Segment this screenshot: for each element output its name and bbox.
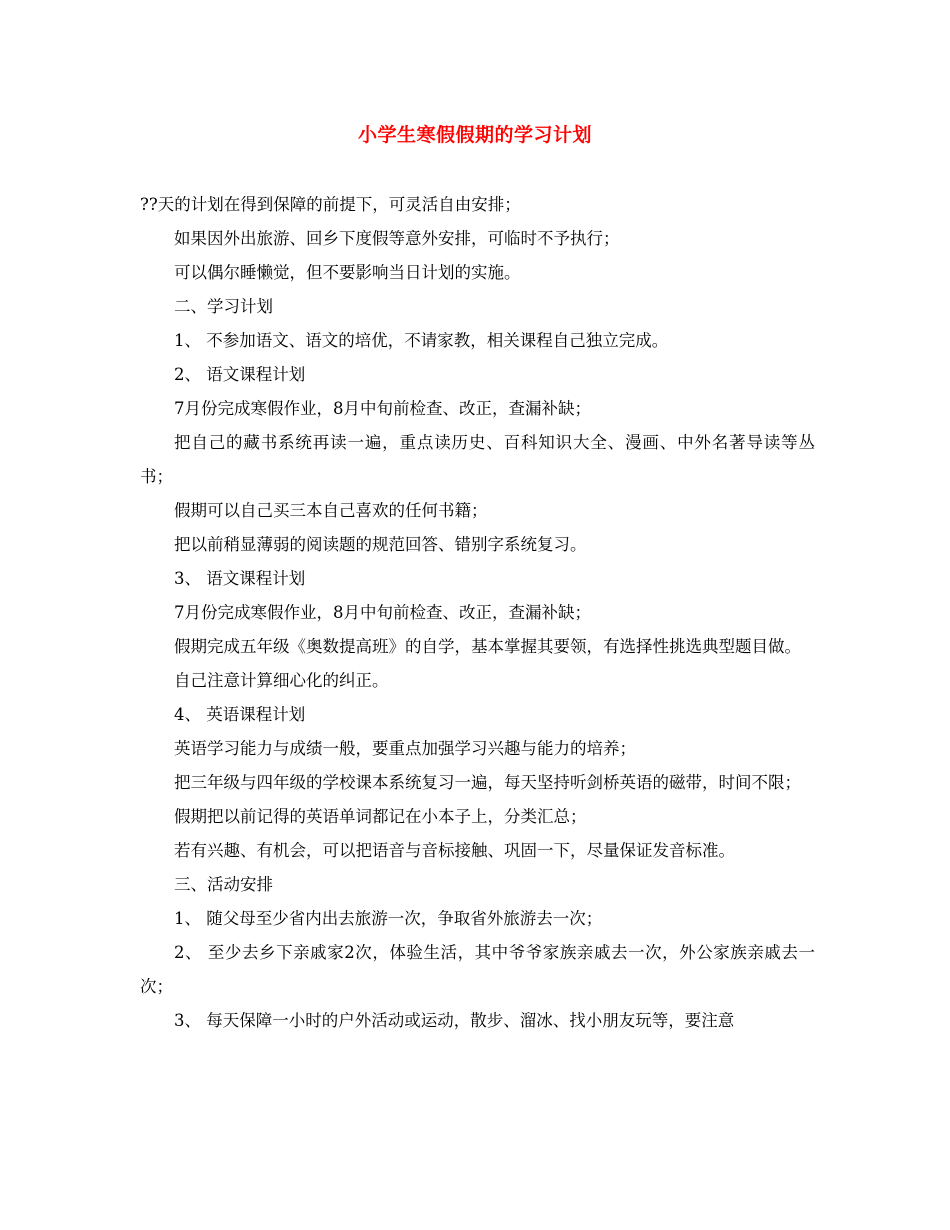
subheading-english-plan: 4、 英语课程计划 <box>174 705 306 724</box>
paragraph-2: 如果因外出旅游、回乡下度假等意外安排，可临时不予执行； <box>174 229 620 248</box>
paragraph-19: 若有兴趣、有机会，可以把语音与音标接触、巩固一下，尽量保证发音标准。 <box>174 841 735 860</box>
document-body <box>140 188 815 1038</box>
section-heading-study-plan: 二、学习计划 <box>174 297 273 316</box>
paragraph-5: 1、 不参加语文、语文的培优，不请家教，相关课程自己独立完成。 <box>174 331 669 350</box>
paragraph-8: 把自己的藏书系统再读一遍，重点读历史、百科知识大全、漫画、中外名著导读等丛书； <box>140 433 815 486</box>
paragraph-21: 1、 随父母至少省内出去旅游一次，争取省外旅游去一次； <box>174 909 603 928</box>
subheading-chinese-plan-2: 3、 语文课程计划 <box>174 569 306 588</box>
paragraph-18: 假期把以前记得的英语单词都记在小本子上，分类汇总； <box>174 807 587 826</box>
paragraph-12: 7月份完成寒假作业，8月中旬前检查、改正，查漏补缺； <box>174 603 591 622</box>
document-title: 小学生寒假假期的学习计划 <box>357 124 592 146</box>
paragraph-10: 把以前稍显薄弱的阅读题的规范回答、错别字系统复习。 <box>174 535 587 554</box>
paragraph-7: 7月份完成寒假作业，8月中旬前检查、改正，查漏补缺； <box>174 399 591 418</box>
paragraph-23: 3、 每天保障一小时的户外活动或运动，散步、溜冰、找小朋友玩等，要注意 <box>174 1011 735 1030</box>
section-heading-activities: 三、活动安排 <box>174 875 273 894</box>
paragraph-9: 假期可以自己买三本自己喜欢的任何书籍； <box>174 501 488 520</box>
paragraph-3: 可以偶尔睡懒觉，但不要影响当日计划的实施。 <box>174 263 521 282</box>
paragraph-14: 自己注意计算细心化的纠正。 <box>174 671 389 690</box>
paragraph-16: 英语学习能力与成绩一般，要重点加强学习兴趣与能力的培养； <box>174 739 636 758</box>
paragraph-13: 假期完成五年级《奥数提高班》的自学，基本掌握其要领，有选择性挑选典型题目做。 <box>174 637 801 656</box>
paragraph-1: ??天的计划在得到保障的前提下，可灵活自由安排； <box>140 195 521 214</box>
subheading-chinese-plan: 2、 语文课程计划 <box>174 365 306 384</box>
paragraph-22: 2、 至少去乡下亲戚家2次，体验生活，其中爷爷家族亲戚去一次，外公家族亲戚去一次； <box>140 943 815 996</box>
paragraph-17: 把三年级与四年级的学校课本系统复习一遍，每天坚持听剑桥英语的磁带，时间不限； <box>174 773 801 792</box>
